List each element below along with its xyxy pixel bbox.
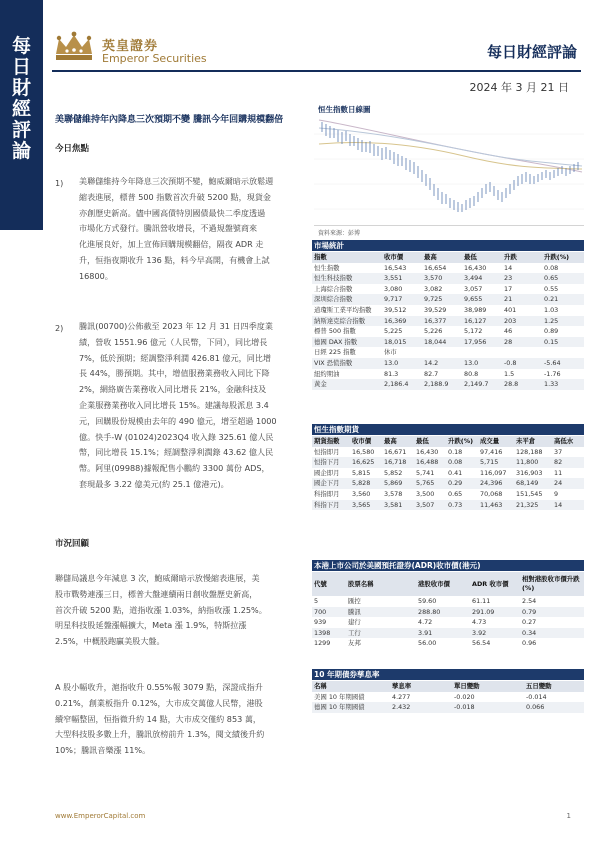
text-line: 美聯儲維持今年降息三次預期不變，鮑威爾暗示放鬆週 — [79, 176, 274, 186]
cell: 80.8 — [464, 369, 479, 378]
table-row — [312, 702, 584, 713]
column-header: 股票名稱 — [348, 579, 374, 588]
sidebar-char: 日 — [11, 56, 31, 78]
cell: 休市 — [384, 348, 397, 357]
sidebar-char: 每 — [11, 35, 31, 57]
column-header: 港股收市價 — [418, 579, 450, 588]
cell: 11,800 — [516, 458, 539, 467]
table-row — [312, 478, 584, 489]
table-row — [312, 489, 584, 500]
cell: 46 — [504, 327, 513, 336]
table-row — [312, 294, 584, 305]
column-header: 單日變動 — [454, 682, 480, 690]
cell: 291.09 — [472, 607, 495, 616]
report-title: 每日財經評論 — [486, 43, 577, 61]
table-row — [312, 628, 584, 639]
cell: 116,097 — [480, 468, 507, 477]
cell: 21 — [504, 295, 513, 304]
table-header-row — [312, 436, 584, 447]
cell: 5,869 — [384, 479, 403, 488]
table-row — [312, 447, 584, 458]
adr-title: 本港上市公司於美國預托證券(ADR)收市價(港元) — [312, 560, 584, 571]
table-header-row — [312, 681, 584, 692]
cell: 0.65 — [544, 274, 559, 283]
brand-name-cn: 英皇證券 — [102, 39, 159, 54]
cell: 316,903 — [516, 468, 543, 477]
cell: 3,500 — [416, 489, 435, 498]
cell: 3,578 — [384, 489, 403, 498]
text-line: 化進展良好，加上宣佈回購規模翻倍，隔夜 ADR 走 — [79, 239, 264, 250]
cell: 81.3 — [384, 369, 399, 378]
cell: -0.014 — [526, 692, 547, 701]
text-line: 幣。阿里(09988)據報配售小鵬約 3300 萬份 ADS， — [79, 463, 270, 474]
cell: 56.00 — [418, 639, 437, 648]
text-line: 聯儲局議息今年減息 3 次，鮑威爾暗示放慢縮表進展，美 — [55, 573, 260, 583]
table-row — [312, 273, 584, 284]
text-line: A 股小幅收升，滬指收升 0.55%報 3079 點，深證成指升 — [55, 682, 263, 692]
cell: VIX 恐慌指數 — [314, 358, 353, 367]
cell: 匯控 — [348, 597, 361, 605]
cell: 16,430 — [464, 263, 487, 272]
text-line: 0.21%，創業板指升 0.12%，大市成交萬億人民幣，港股 — [55, 697, 263, 708]
report-date: 2024 年 3 月 21 日 — [469, 81, 569, 94]
cell: 1.5 — [504, 369, 515, 378]
column-header: 最高 — [424, 253, 437, 261]
cell: 0.15 — [544, 337, 559, 346]
cell: 黃金 — [314, 380, 327, 389]
cell: 0.27 — [522, 618, 537, 627]
cell: 16,654 — [424, 263, 447, 272]
cell: 5,226 — [424, 327, 443, 336]
cell: -5.64 — [544, 358, 561, 367]
cell: 61.11 — [472, 597, 491, 605]
cell: 4.73 — [472, 618, 487, 627]
cell: 恒生科技指數 — [314, 274, 353, 283]
text-line: 元，回購股份規模由去年的 490 億元，增至超過 1000 — [79, 415, 277, 426]
cell: 恒指下月 — [314, 458, 340, 467]
column-header: 五日變動 — [526, 682, 552, 690]
cell: 3.92 — [472, 628, 487, 637]
cell: 5,225 — [384, 327, 403, 336]
cell: -0.8 — [504, 358, 517, 367]
text-line: 套現最多 3.22 億美元(約 25.1 億港元)。 — [79, 478, 229, 489]
cell: 恒指即月 — [314, 447, 340, 456]
review-paragraph-2 — [55, 680, 311, 759]
cell: 16,625 — [352, 458, 375, 467]
table-row — [312, 326, 584, 337]
sidebar-char: 經 — [11, 98, 31, 120]
sidebar-char: 評 — [11, 119, 31, 141]
column-header: 高低水 — [554, 437, 574, 445]
cell: 1398 — [314, 628, 331, 637]
column-header: 指數 — [314, 253, 327, 261]
cell: 4.72 — [418, 618, 433, 627]
crown-logo-icon — [52, 30, 96, 64]
cell: 上海綜合指數 — [314, 284, 353, 293]
cell: 16,543 — [384, 263, 407, 272]
cell: 恒生指數 — [314, 263, 340, 272]
cell: 16,488 — [416, 458, 439, 467]
table-row — [312, 638, 584, 649]
table-row — [312, 500, 584, 511]
focus-section-title: 今日焦點 — [55, 144, 90, 154]
cell: 日經 225 指數 — [314, 348, 356, 357]
cell: 1299 — [314, 639, 331, 648]
cell: 3,080 — [384, 284, 403, 293]
column-header: ADR 收市價 — [472, 579, 509, 588]
cell: 5,765 — [416, 479, 435, 488]
cell: 700 — [314, 607, 327, 616]
cell: 24,396 — [480, 479, 503, 488]
header-divider — [52, 70, 581, 72]
cell: 939 — [314, 618, 327, 627]
cell — [502, 347, 542, 358]
brand-name-en: Emperor Securities — [102, 52, 207, 65]
column-header: 最高 — [384, 437, 397, 445]
table-row — [312, 369, 584, 380]
cell: 68,149 — [516, 479, 539, 488]
cell: 1.03 — [544, 305, 559, 314]
cell: 97,416 — [480, 447, 503, 456]
cell: 3,082 — [424, 284, 443, 293]
cell: 16,671 — [384, 447, 407, 456]
cell: 0.08 — [544, 263, 559, 272]
cell: 美國 10 年期國債 — [314, 692, 365, 701]
table-row — [312, 284, 584, 295]
cell: 1.33 — [544, 380, 559, 389]
cell: 28 — [504, 337, 513, 346]
cell: 16,430 — [416, 447, 439, 456]
column-header: 成交量 — [480, 437, 500, 445]
cell: 18,015 — [384, 337, 407, 346]
cell: 151,545 — [516, 489, 543, 498]
table-row — [312, 617, 584, 628]
cell: 2,149.7 — [464, 380, 489, 389]
table-row — [312, 358, 584, 369]
hsi-daily-chart — [314, 114, 584, 226]
cell — [542, 347, 584, 358]
table-row — [312, 316, 584, 327]
column-header: 升跌(%) — [448, 437, 474, 445]
cell: 騰訊 — [348, 607, 361, 616]
cell: 5,852 — [384, 468, 403, 477]
text-line: 縮表進展，標普 500 指數首次升破 5200 點，現貨金 — [79, 191, 272, 202]
cell: 0.96 — [522, 639, 537, 648]
cell: 2,186.4 — [384, 380, 409, 389]
cell: 3,560 — [352, 489, 371, 498]
cell: 標普 500 指數 — [314, 327, 356, 336]
cell: 9,655 — [464, 295, 483, 304]
review-paragraph-1 — [55, 571, 311, 650]
cell: 德國 DAX 指數 — [314, 337, 358, 346]
chart-source: 資料來源：彭博 — [318, 230, 361, 237]
cell: 17,956 — [464, 337, 487, 346]
column-header: 名稱 — [314, 682, 327, 690]
column-header: 未平倉 — [516, 437, 536, 445]
cell: 14 — [554, 500, 563, 509]
cell: 深圳綜合指數 — [314, 295, 353, 304]
cell: 82.7 — [424, 369, 439, 378]
cell: 59.60 — [418, 597, 437, 605]
sidebar-char: 論 — [11, 140, 31, 162]
text-line: 7%，低於預期；經調整淨利潤 426.81 億元，同比增 — [79, 352, 271, 363]
focus-item-2 — [79, 319, 311, 493]
cell: 3.91 — [418, 628, 433, 637]
cell: 13.0 — [384, 358, 399, 367]
text-line: 市場化方式發行。騰訊營收增長，不過規盤號商來 — [79, 223, 258, 234]
table-row — [312, 457, 584, 468]
cell: 3,565 — [352, 500, 371, 509]
cell: -0.018 — [454, 703, 475, 712]
cell: 16,369 — [384, 316, 407, 325]
cell: 128,188 — [516, 447, 543, 456]
cell: 紐約期油 — [314, 369, 340, 378]
column-header: 最低 — [464, 253, 477, 261]
cell: 0.066 — [526, 703, 545, 712]
table-row — [312, 305, 584, 316]
cell: 3,507 — [416, 500, 435, 509]
chart-title: 恒生指數日線圖 — [318, 105, 371, 114]
cell: -0.020 — [454, 692, 475, 701]
text-line: 2%，網絡廣告業務收入同比增長 21%，金融科技及 — [79, 384, 267, 395]
sidebar-char: 財 — [11, 77, 31, 99]
text-line: 大型科技股多數上升，騰訊放榜前升 1.3%，閱文績後升約 — [55, 729, 265, 740]
column-header: 相對港股收市價升跌(%) — [522, 575, 580, 592]
cell: 288.80 — [418, 607, 441, 616]
cell: 11,463 — [480, 500, 503, 509]
text-line: 績，營收 1551.96 億元（人民幣，下同），同比增長 — [79, 336, 268, 347]
futures-title: 恒生指數期貨 — [312, 424, 584, 435]
cell: 0.34 — [522, 628, 537, 637]
cell: 0.41 — [448, 468, 463, 477]
cell: 建行 — [348, 618, 361, 627]
market-stats-title: 市場統計 — [312, 240, 584, 251]
cell: 23 — [504, 274, 513, 283]
review-section-title: 市況回顧 — [55, 539, 90, 549]
table-header-row — [312, 252, 584, 263]
cell: 11 — [554, 468, 563, 477]
futures-table — [312, 436, 584, 510]
cell: 0.73 — [448, 500, 463, 509]
cell: 3,057 — [464, 284, 483, 293]
market-stats-table — [312, 252, 584, 390]
cell: 5,815 — [352, 468, 371, 477]
cell: 0.65 — [448, 489, 463, 498]
cell: 0.18 — [448, 447, 463, 456]
text-line: 16800。 — [79, 270, 113, 281]
table-row — [312, 347, 584, 358]
cell: 2.432 — [392, 703, 411, 712]
sidebar-banner — [0, 0, 43, 230]
cell: 5 — [314, 597, 319, 605]
cell: 3,581 — [384, 500, 403, 509]
cell: 39,512 — [384, 305, 407, 314]
focus-item-1 — [79, 174, 311, 285]
table-row — [312, 596, 584, 607]
cell: 16,127 — [464, 316, 487, 325]
focus-item-number: 2) — [55, 323, 64, 333]
cell: 德國 10 年期國債 — [314, 703, 365, 712]
headline: 美聯儲維持年內降息三次預期不變 騰訊今年回購規模翻倍 — [55, 115, 284, 125]
column-header: 代號 — [314, 579, 327, 588]
cell: 2,188.9 — [424, 380, 449, 389]
text-line: 升，恒指夜期收升 136 點，料今早高開，有機會上試 — [79, 254, 270, 265]
cell: 5,741 — [416, 468, 435, 477]
bonds-table — [312, 681, 584, 713]
text-line: 騰訊(00700)公佈截至 2023 年 12 月 31 日四季度業 — [79, 321, 273, 331]
cell: 科指下月 — [314, 500, 340, 509]
cell — [422, 347, 462, 358]
cell: 37 — [554, 447, 563, 456]
cell: 82 — [554, 458, 563, 467]
cell: 4.277 — [392, 692, 411, 701]
cell: 24 — [554, 479, 563, 488]
column-header: 孳息率 — [392, 682, 412, 690]
cell: 5,715 — [480, 458, 499, 467]
adr-table — [312, 572, 584, 649]
cell — [462, 347, 502, 358]
cell: 14.2 — [424, 358, 439, 367]
table-header-row — [312, 572, 584, 596]
table-row — [312, 692, 584, 703]
cell: 203 — [504, 316, 517, 325]
cell: 國企即月 — [314, 468, 340, 477]
cell: 28.8 — [504, 380, 519, 389]
cell: 國企下月 — [314, 479, 340, 488]
cell: 0.55 — [544, 284, 559, 293]
cell: -1.76 — [544, 369, 561, 378]
text-line: 企業服務業務收入同比增長 15%。建議每股派息 3.4 — [79, 399, 269, 410]
cell: 21,325 — [516, 500, 539, 509]
cell: 3,494 — [464, 274, 483, 283]
cell: 18,044 — [424, 337, 447, 346]
cell: 9 — [554, 489, 559, 498]
cell: 16,580 — [352, 447, 375, 456]
cell: 0.21 — [544, 295, 559, 304]
cell: 工行 — [348, 628, 361, 637]
cell: 0.79 — [522, 607, 537, 616]
table-row — [312, 607, 584, 618]
cell: 56.54 — [472, 639, 491, 648]
cell: 2.54 — [522, 597, 537, 605]
text-line: 2.5%，中概股跑贏美股大盤。 — [55, 636, 165, 647]
cell: 9,717 — [384, 295, 403, 304]
text-line: 億。快手-W (01024)2023Q4 收入錄 325.61 億人民 — [79, 431, 274, 442]
column-header: 升跌 — [504, 253, 517, 261]
table-row — [312, 337, 584, 348]
text-line: 幣，同比增長 15.1%；經調整淨利潤錄 43.62 億人民 — [79, 447, 274, 458]
column-header: 收市價 — [384, 253, 404, 261]
bonds-title: 10 年期債券孳息率 — [312, 669, 584, 680]
text-line: 明星科技股延盤漲幅擴大，Meta 漲 1.9%，特斯拉漲 — [55, 620, 247, 631]
cell: 友邦 — [348, 639, 361, 648]
cell: 16,377 — [424, 316, 447, 325]
cell: 14 — [504, 263, 513, 272]
text-line: 長 44%，勝預期。其中，增值服務業務收入同比下降 — [79, 368, 270, 379]
cell: 0.89 — [544, 327, 559, 336]
cell: 0.29 — [448, 479, 463, 488]
focus-item-number: 1) — [55, 178, 64, 188]
column-header: 最低 — [416, 437, 429, 445]
page-number: 1 — [566, 812, 571, 820]
table-row — [312, 263, 584, 274]
footer-website-link[interactable]: www.EmperorCapital.com — [55, 812, 146, 820]
cell: 0.08 — [448, 458, 463, 467]
text-line: 股市戰勢連漲三日，標普大盤連續兩日創收盤歷史新高， — [55, 588, 258, 599]
cell: 納斯達克綜合指數 — [314, 316, 366, 325]
cell: 道瓊斯工業平均指數 — [314, 305, 372, 314]
cell: 3,570 — [424, 274, 443, 283]
column-header: 升跌(%) — [544, 253, 570, 261]
cell: 5,172 — [464, 327, 483, 336]
text-line: 續窄幅整固，恒指微升約 14 點，大市成交僅約 853 萬， — [55, 713, 262, 724]
cell: 13.0 — [464, 358, 479, 367]
text-line: 10%；騰訊音樂漲 11%。 — [55, 745, 151, 756]
cell: 17 — [504, 284, 513, 293]
table-row — [312, 379, 584, 390]
cell: 3,551 — [384, 274, 403, 283]
cell: 1.25 — [544, 316, 559, 325]
cell: 401 — [504, 305, 517, 314]
cell: 38,989 — [464, 305, 487, 314]
column-header: 期貨指數 — [314, 437, 340, 445]
cell: 科指即月 — [314, 489, 340, 498]
column-header: 收市價 — [352, 437, 372, 445]
cell: 9,725 — [424, 295, 443, 304]
table-row — [312, 468, 584, 479]
text-line: 亦創歷史新高。儘中國高債特別國債最快二季度透過 — [79, 207, 266, 218]
text-line: 首次升破 5200 點，道指收漲 1.03%，納指收漲 1.25%。 — [55, 604, 267, 615]
sidebar-title — [0, 36, 43, 162]
cell: 39,529 — [424, 305, 447, 314]
cell: 16,718 — [384, 458, 407, 467]
cell: 5,828 — [352, 479, 371, 488]
cell: 70,068 — [480, 489, 503, 498]
